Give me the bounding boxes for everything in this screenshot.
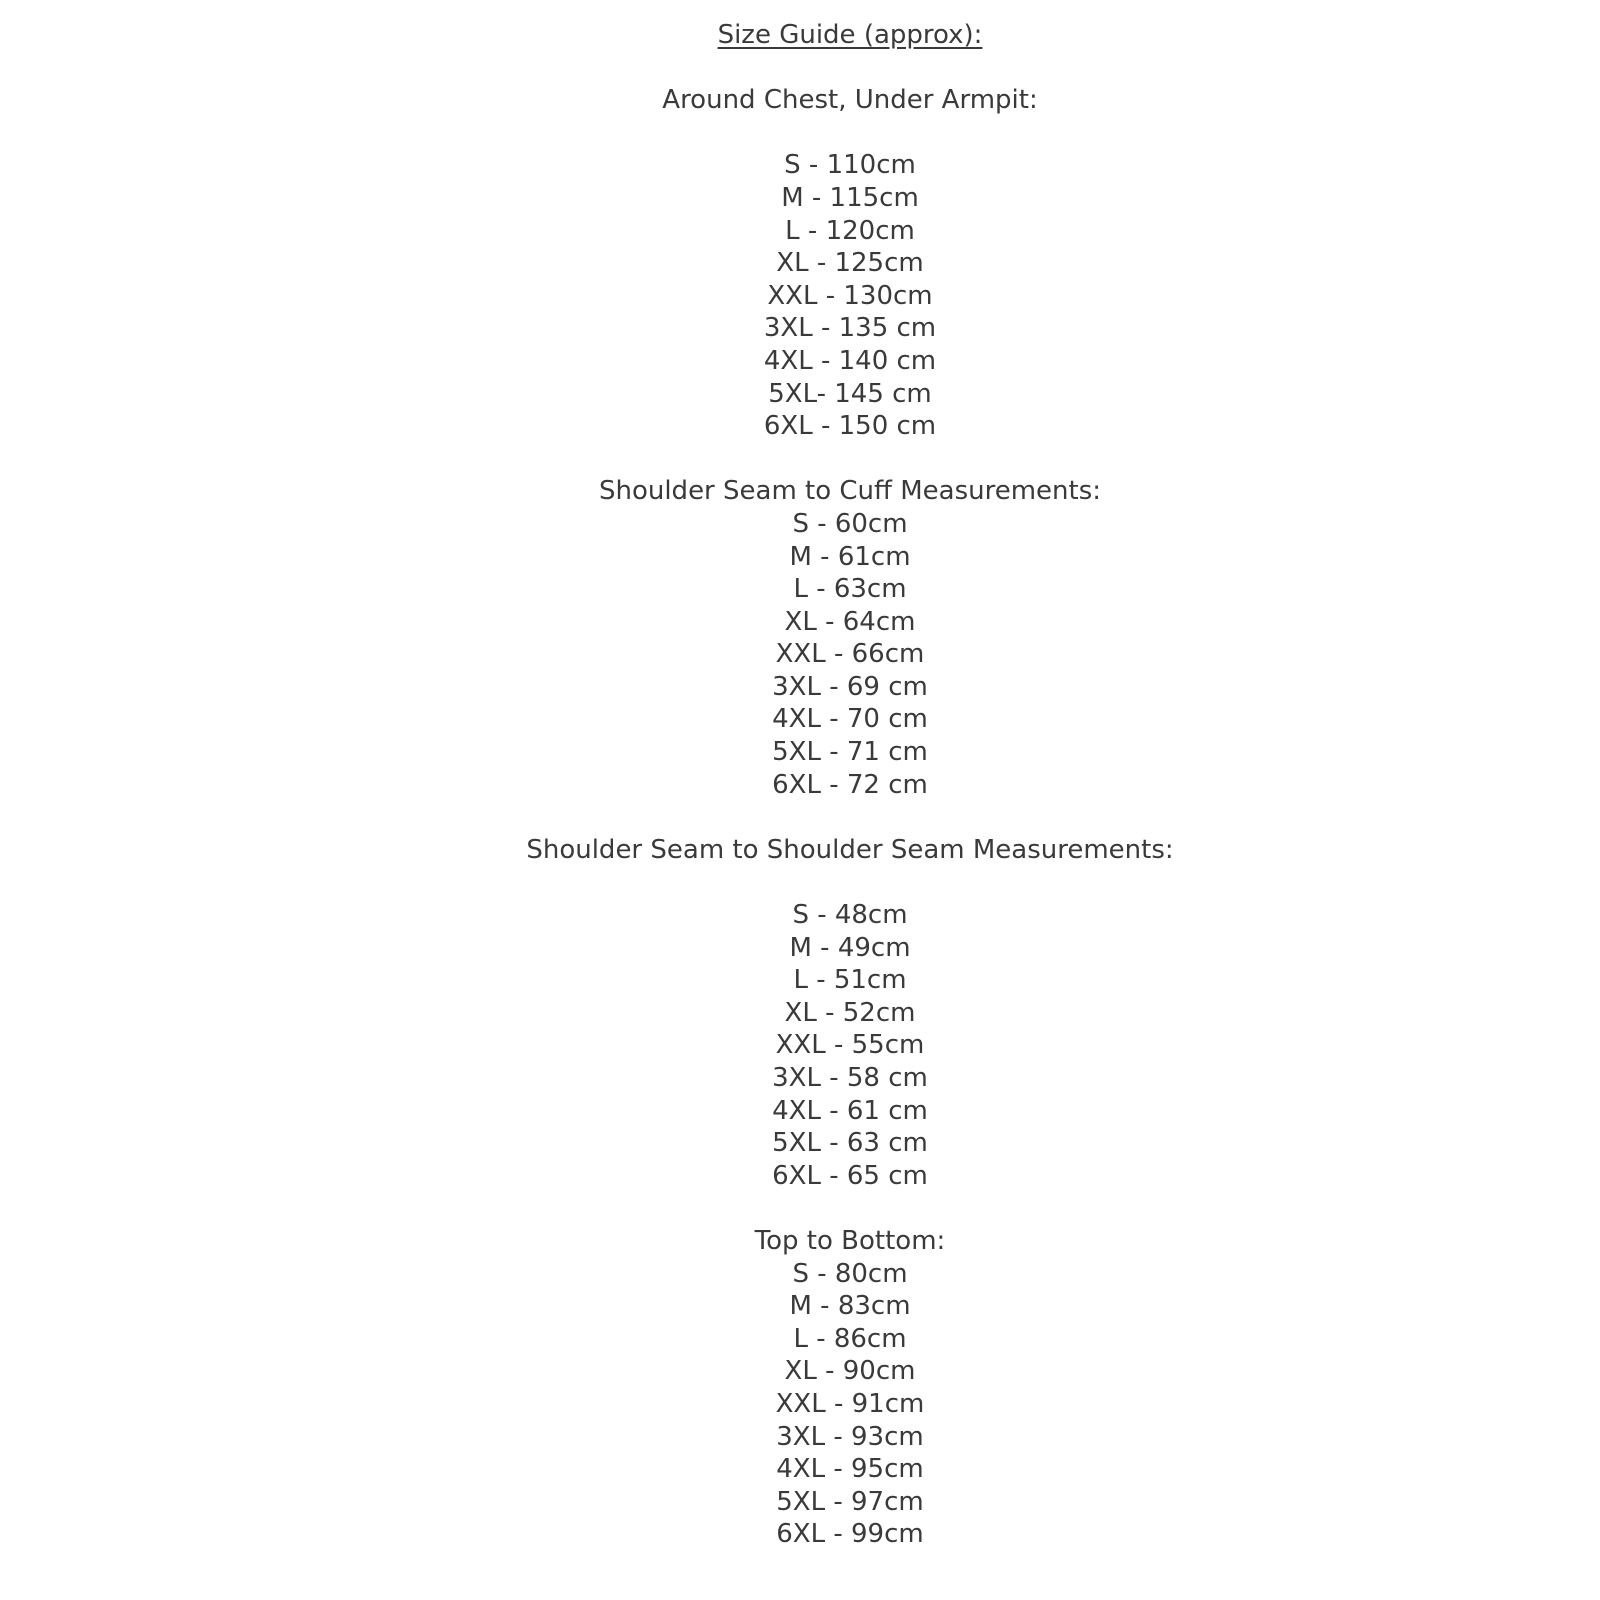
size-line-l: L - 51cm	[793, 965, 907, 996]
size-line-3xl: 3XL - 58 cm	[772, 1063, 928, 1093]
size-line-l: L - 63cm	[793, 574, 907, 605]
size-line-4xl: 4XL - 140 cm	[763, 345, 937, 376]
size-line-3xl: 3XL - 69 cm	[772, 671, 928, 702]
size-line-xl: XL - 52cm	[784, 997, 916, 1028]
section-shoulder-to-cuff	[100, 475, 1600, 801]
size-line-xl: XL - 90cm	[784, 1356, 916, 1387]
size-line-m: M - 61cm	[789, 541, 911, 572]
size-line-l: L - 120cm	[785, 215, 915, 246]
section-top-to-bottom	[100, 1225, 1600, 1551]
section-heading-shoulder-to-shoulder: Shoulder Seam to Shoulder Seam Measurements:	[526, 834, 1174, 865]
size-line-6xl: 6XL - 99cm	[776, 1519, 924, 1550]
size-line-5xl: 5XL - 97cm	[776, 1486, 924, 1517]
size-line-4xl: 4XL - 70 cm	[772, 704, 928, 735]
size-line-5xl: 5XL - 63 cm	[772, 1128, 928, 1159]
size-line-5xl: 5XL- 145 cm	[768, 378, 932, 409]
size-line-xl: XL - 64cm	[784, 606, 916, 637]
size-line-6xl: 6XL - 72 cm	[772, 769, 928, 800]
size-line-s: S - 48cm	[792, 900, 908, 931]
size-line-s: S - 80cm	[792, 1258, 908, 1289]
section-heading-shoulder-to-cuff: Shoulder Seam to Cuff Measurements:	[598, 476, 1102, 507]
section-heading-top-to-bottom: Top to Bottom:	[754, 1225, 946, 1256]
size-line-m: M - 83cm	[789, 1291, 911, 1322]
section-heading-around-chest: Around Chest, Under Armpit:	[662, 85, 1038, 116]
size-line-l: L - 86cm	[793, 1323, 907, 1354]
size-line-xxl: XXL - 55cm	[775, 1030, 925, 1061]
size-line-xxl: XXL - 130cm	[767, 280, 933, 311]
size-line-4xl: 4XL - 95cm	[776, 1454, 924, 1485]
section-shoulder-to-shoulder	[100, 834, 1600, 1193]
size-line-m: M - 49cm	[789, 932, 911, 963]
size-line-s: S - 110cm	[784, 150, 916, 181]
size-line-3xl: 3XL - 93cm	[776, 1421, 924, 1452]
size-line-xxl: XXL - 91cm	[775, 1388, 925, 1419]
size-line-6xl: 6XL - 150 cm	[763, 411, 937, 442]
section-around-chest	[100, 84, 1600, 443]
size-line-5xl: 5XL - 71 cm	[772, 737, 928, 768]
size-line-xxl: XXL - 66cm	[775, 639, 925, 670]
size-line-m: M - 115cm	[781, 182, 919, 213]
size-line-3xl: 3XL - 135 cm	[763, 313, 937, 344]
size-line-xl: XL - 125cm	[776, 248, 924, 279]
size-line-s: S - 60cm	[792, 508, 908, 539]
size-line-4xl: 4XL - 61 cm	[772, 1095, 928, 1126]
page-title: Size Guide (approx):	[717, 20, 983, 50]
size-line-6xl: 6XL - 65 cm	[772, 1160, 928, 1191]
